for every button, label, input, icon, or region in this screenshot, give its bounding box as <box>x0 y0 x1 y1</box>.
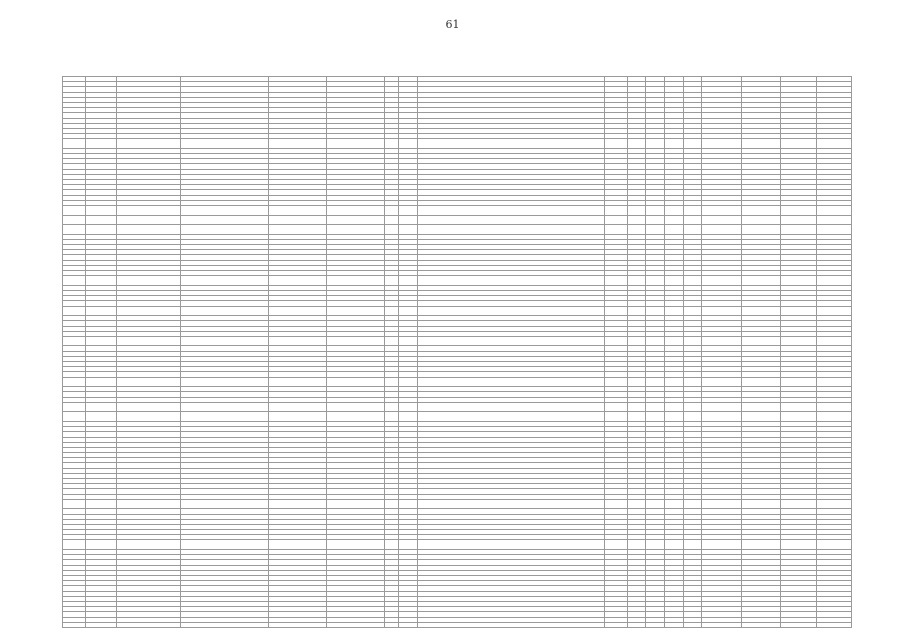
table-cell <box>116 306 180 316</box>
table-cell <box>268 139 326 149</box>
table-cell <box>116 622 180 627</box>
table-cell <box>683 336 702 346</box>
table-cell <box>646 412 665 422</box>
table-row <box>63 402 852 412</box>
table-row <box>63 225 852 235</box>
table-cell <box>816 306 851 316</box>
table-cell <box>781 306 816 316</box>
table-cell <box>417 139 604 149</box>
table-cell <box>702 499 741 509</box>
table-cell <box>181 336 268 346</box>
table-cell <box>85 306 116 316</box>
table-cell <box>384 276 399 286</box>
table-cell <box>604 306 627 316</box>
table-cell <box>63 139 86 149</box>
table-cell <box>63 306 86 316</box>
table-cell <box>417 622 604 627</box>
table-cell <box>384 336 399 346</box>
table-cell <box>816 336 851 346</box>
table-cell <box>326 215 384 225</box>
table-cell <box>399 412 418 422</box>
table-cell <box>702 225 741 235</box>
table-cell <box>604 499 627 509</box>
table-cell <box>683 306 702 316</box>
table-cell <box>116 276 180 286</box>
table-cell <box>781 215 816 225</box>
table-cell <box>63 622 86 627</box>
table-cell <box>741 205 780 215</box>
table-cell <box>646 276 665 286</box>
table-cell <box>399 499 418 509</box>
table-cell <box>384 139 399 149</box>
table-cell <box>181 377 268 387</box>
table-cell <box>627 336 646 346</box>
table-cell <box>268 377 326 387</box>
table-cell <box>683 225 702 235</box>
table-cell <box>665 402 684 412</box>
table-cell <box>268 306 326 316</box>
table-cell <box>646 499 665 509</box>
table-cell <box>604 139 627 149</box>
table-body <box>63 77 852 628</box>
table-cell <box>399 276 418 286</box>
table-cell <box>326 499 384 509</box>
table-cell <box>702 205 741 215</box>
table-cell <box>781 139 816 149</box>
table-cell <box>702 139 741 149</box>
table-row <box>63 139 852 149</box>
table-cell <box>399 306 418 316</box>
table-cell <box>604 622 627 627</box>
table-cell <box>604 336 627 346</box>
table-cell <box>683 499 702 509</box>
table-row <box>63 205 852 215</box>
table-cell <box>781 377 816 387</box>
table-cell <box>326 412 384 422</box>
table-cell <box>627 139 646 149</box>
table-cell <box>741 622 780 627</box>
table-cell <box>63 215 86 225</box>
table-cell <box>627 412 646 422</box>
table-cell <box>417 377 604 387</box>
table-cell <box>702 276 741 286</box>
table-cell <box>399 377 418 387</box>
table-cell <box>741 139 780 149</box>
table-cell <box>326 377 384 387</box>
table-cell <box>683 540 702 550</box>
table-cell <box>399 139 418 149</box>
table-cell <box>326 336 384 346</box>
table-cell <box>741 225 780 235</box>
table-cell <box>326 306 384 316</box>
table-cell <box>702 336 741 346</box>
table-cell <box>116 402 180 412</box>
table-cell <box>816 499 851 509</box>
table-cell <box>665 412 684 422</box>
table-cell <box>85 215 116 225</box>
table-cell <box>627 499 646 509</box>
table-cell <box>63 336 86 346</box>
table-cell <box>646 139 665 149</box>
table-cell <box>646 205 665 215</box>
table-cell <box>741 336 780 346</box>
table-cell <box>665 377 684 387</box>
table-cell <box>665 215 684 225</box>
table-cell <box>116 377 180 387</box>
table-cell <box>268 499 326 509</box>
table-cell <box>384 205 399 215</box>
table-cell <box>683 402 702 412</box>
table-cell <box>268 225 326 235</box>
table-row <box>63 215 852 225</box>
table-cell <box>181 306 268 316</box>
table-cell <box>326 540 384 550</box>
table-cell <box>116 540 180 550</box>
table-cell <box>646 622 665 627</box>
table-cell <box>627 215 646 225</box>
table-cell <box>665 336 684 346</box>
page-number: 61 <box>445 18 460 31</box>
table-cell <box>326 622 384 627</box>
table-cell <box>85 402 116 412</box>
table-cell <box>816 225 851 235</box>
table-cell <box>399 622 418 627</box>
table-cell <box>816 412 851 422</box>
table-cell <box>85 336 116 346</box>
table-cell <box>384 402 399 412</box>
table-cell <box>417 412 604 422</box>
table-cell <box>85 205 116 215</box>
table-cell <box>181 622 268 627</box>
table-cell <box>702 377 741 387</box>
table-row <box>63 306 852 316</box>
table-cell <box>741 540 780 550</box>
table-cell <box>85 225 116 235</box>
table-cell <box>816 540 851 550</box>
table-cell <box>181 225 268 235</box>
table-cell <box>781 499 816 509</box>
table-cell <box>384 540 399 550</box>
table-cell <box>85 139 116 149</box>
table-cell <box>268 402 326 412</box>
table-cell <box>384 377 399 387</box>
table-cell <box>741 402 780 412</box>
table-row <box>63 412 852 422</box>
table-cell <box>399 205 418 215</box>
table-cell <box>665 306 684 316</box>
table-cell <box>604 412 627 422</box>
table-cell <box>181 205 268 215</box>
table-cell <box>85 540 116 550</box>
table-cell <box>268 336 326 346</box>
table-cell <box>816 215 851 225</box>
table-cell <box>417 205 604 215</box>
table-cell <box>741 377 780 387</box>
table-cell <box>683 412 702 422</box>
table-cell <box>326 205 384 215</box>
table-cell <box>384 306 399 316</box>
table-cell <box>665 225 684 235</box>
table-cell <box>627 306 646 316</box>
table-cell <box>604 215 627 225</box>
table-cell <box>646 377 665 387</box>
table-cell <box>781 276 816 286</box>
table-cell <box>816 205 851 215</box>
table-cell <box>85 276 116 286</box>
table-cell <box>665 205 684 215</box>
table-cell <box>646 402 665 412</box>
table-cell <box>683 215 702 225</box>
table-cell <box>683 622 702 627</box>
table-cell <box>665 139 684 149</box>
table-cell <box>683 377 702 387</box>
table-cell <box>646 540 665 550</box>
table-cell <box>85 499 116 509</box>
table-cell <box>683 139 702 149</box>
table-cell <box>384 412 399 422</box>
table-cell <box>63 499 86 509</box>
table-cell <box>326 276 384 286</box>
table-cell <box>384 225 399 235</box>
table-cell <box>384 215 399 225</box>
table-row <box>63 276 852 286</box>
table-cell <box>702 412 741 422</box>
table-cell <box>326 139 384 149</box>
table-cell <box>417 225 604 235</box>
table-cell <box>63 412 86 422</box>
table-cell <box>399 336 418 346</box>
table-cell <box>181 402 268 412</box>
table-cell <box>417 540 604 550</box>
data-table <box>62 76 852 628</box>
table-cell <box>816 622 851 627</box>
table-cell <box>627 225 646 235</box>
table-cell <box>268 276 326 286</box>
table-cell <box>417 402 604 412</box>
table-cell <box>399 540 418 550</box>
table-cell <box>816 276 851 286</box>
table-cell <box>63 540 86 550</box>
table-cell <box>781 622 816 627</box>
table-cell <box>326 402 384 412</box>
table-row <box>63 540 852 550</box>
table-cell <box>85 412 116 422</box>
table-cell <box>627 205 646 215</box>
table-cell <box>181 540 268 550</box>
table-cell <box>116 412 180 422</box>
table-cell <box>781 402 816 412</box>
table-cell <box>399 225 418 235</box>
table-cell <box>384 499 399 509</box>
table-cell <box>181 139 268 149</box>
table-cell <box>63 225 86 235</box>
table-cell <box>781 412 816 422</box>
table-row <box>63 377 852 387</box>
table-cell <box>116 336 180 346</box>
table-cell <box>781 336 816 346</box>
table-cell <box>702 622 741 627</box>
table-cell <box>116 499 180 509</box>
table-cell <box>741 306 780 316</box>
table-cell <box>741 276 780 286</box>
table-cell <box>116 205 180 215</box>
table-row <box>63 336 852 346</box>
table-cell <box>417 499 604 509</box>
table-cell <box>683 276 702 286</box>
table-cell <box>85 377 116 387</box>
table-cell <box>665 622 684 627</box>
table-cell <box>181 499 268 509</box>
table-cell <box>399 402 418 412</box>
table-cell <box>417 336 604 346</box>
table-cell <box>627 276 646 286</box>
table-cell <box>85 622 116 627</box>
table-cell <box>181 412 268 422</box>
table-row <box>63 499 852 509</box>
table-cell <box>646 225 665 235</box>
table-cell <box>604 377 627 387</box>
table-cell <box>646 306 665 316</box>
table-cell <box>417 306 604 316</box>
table-cell <box>604 540 627 550</box>
table-cell <box>741 412 780 422</box>
table-cell <box>627 540 646 550</box>
table-cell <box>627 377 646 387</box>
table-cell <box>665 499 684 509</box>
table-cell <box>646 215 665 225</box>
table-cell <box>181 276 268 286</box>
table-cell <box>604 402 627 412</box>
table-cell <box>268 622 326 627</box>
table-cell <box>417 215 604 225</box>
table-cell <box>816 402 851 412</box>
table-cell <box>702 540 741 550</box>
table-cell <box>604 276 627 286</box>
table-cell <box>702 215 741 225</box>
table-cell <box>181 215 268 225</box>
table-cell <box>116 225 180 235</box>
table-cell <box>702 306 741 316</box>
table-cell <box>326 225 384 235</box>
table-cell <box>399 215 418 225</box>
table-cell <box>781 225 816 235</box>
table-cell <box>781 205 816 215</box>
table-row <box>63 622 852 627</box>
table-cell <box>63 402 86 412</box>
table-cell <box>665 276 684 286</box>
table-cell <box>741 499 780 509</box>
table-cell <box>683 205 702 215</box>
table-cell <box>268 215 326 225</box>
table-cell <box>63 377 86 387</box>
table-cell <box>646 336 665 346</box>
table-cell <box>741 215 780 225</box>
table-cell <box>63 205 86 215</box>
table-cell <box>816 377 851 387</box>
table-cell <box>417 276 604 286</box>
table-cell <box>116 139 180 149</box>
table-cell <box>665 540 684 550</box>
table-cell <box>116 215 180 225</box>
table-cell <box>604 205 627 215</box>
table-cell <box>627 402 646 412</box>
table-cell <box>268 540 326 550</box>
table-cell <box>816 139 851 149</box>
table-cell <box>702 402 741 412</box>
table-cell <box>63 276 86 286</box>
table-cell <box>268 412 326 422</box>
table-cell <box>384 622 399 627</box>
table-cell <box>627 622 646 627</box>
table-cell <box>781 540 816 550</box>
table-cell <box>268 205 326 215</box>
table-cell <box>604 225 627 235</box>
